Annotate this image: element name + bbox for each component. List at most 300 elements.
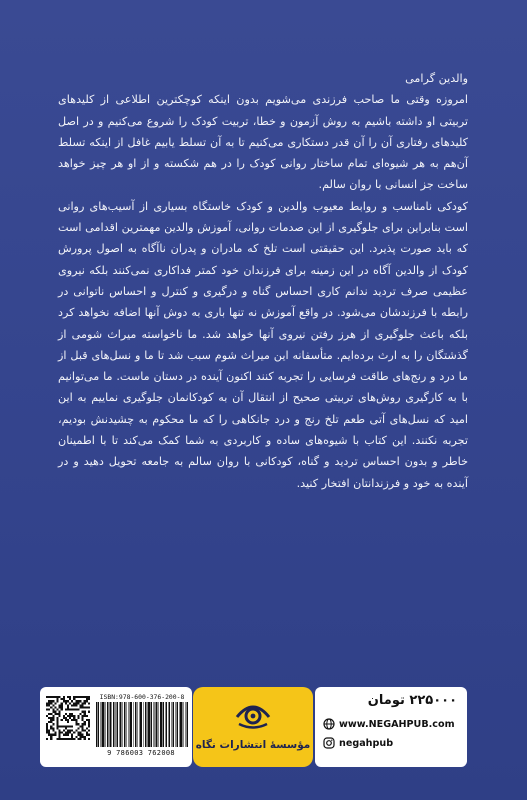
qr-module [84,730,86,732]
barcode-bar [115,702,116,747]
qr-module [65,727,67,729]
qr-module [63,738,65,740]
qr-module [71,709,73,711]
qr-module [59,734,61,736]
website-row [323,717,455,731]
qr-module [80,713,82,715]
qr-module [59,713,61,715]
barcode-bar [177,702,178,747]
qr-module [46,727,48,729]
qr-module [59,725,61,727]
qr-module [63,725,65,727]
qr-module [73,696,75,698]
qr-module [82,717,84,719]
qr-module [59,730,61,732]
publisher-name: مؤسسهٔ انتشارات نگاه [195,739,311,751]
qr-module [71,704,73,706]
qr-module [75,723,77,725]
qr-module [52,719,54,721]
qr-module [77,717,79,719]
qr-module [84,706,86,708]
qr-module [88,711,90,713]
qr-module [48,730,50,732]
qr-module [73,698,75,700]
qr-module [69,732,71,734]
qr-module [82,696,84,698]
qr-module [65,709,67,711]
qr-module [67,704,69,706]
publisher-logo-icon [231,695,275,733]
barcode-bar [185,702,186,747]
qr-module [46,702,48,704]
barcode-bar [158,702,159,747]
qr-module [82,706,84,708]
qr-module [80,696,82,698]
qr-module [50,721,52,723]
qr-module [50,696,52,698]
qr-module [67,715,69,717]
qr-code [46,696,90,740]
barcode-bar [116,702,117,747]
qr-module [50,700,52,702]
qr-module [61,738,63,740]
qr-module [65,734,67,736]
barcode-bar [143,702,144,747]
qr-module [50,713,52,715]
qr-module [48,700,50,702]
qr-module [61,725,63,727]
qr-module [46,723,48,725]
qr-module [69,738,71,740]
barcode-bar [187,702,188,747]
qr-module [82,711,84,713]
barcode-bar [119,702,120,747]
qr-module [56,696,58,698]
qr-module [75,702,77,704]
qr-module [69,725,71,727]
qr-module [82,704,84,706]
qr-module [73,738,75,740]
blurb-paragraph-1: امروزه وقتی ما صاحب فرزندی می‌شویم بدون اینکه کوچکترین اطلاعی از کلیدهای تربیتی او داشته باشیم به روش آزمون و خطا، تربیت کودک را شروع می‌کنیم و در اصل کلیدهای رفتاری آن را آن قدر دستکاری می‌کنیم تا به آن تسلط یابیم غافل از اینکه تسلط آن‌هم به هر شیوه‌ای تمام ساختار روانی کودک را در هم شکسته و از او هر چیز خواهد ساخت جز انسانی با روان سالم. [58,93,468,192]
qr-module [86,734,88,736]
barcode-bar [130,702,131,747]
qr-module [84,696,86,698]
instagram-icon [323,737,335,749]
qr-module [67,696,69,698]
qr-module [48,704,50,706]
qr-module [82,715,84,717]
qr-module [56,723,58,725]
qr-module [73,709,75,711]
qr-module [56,721,58,723]
qr-module [56,727,58,729]
qr-module [61,706,63,708]
qr-module [63,715,65,717]
qr-module [63,730,65,732]
barcode-bar [135,702,136,747]
qr-module [61,698,63,700]
qr-module [61,732,63,734]
qr-module [50,734,52,736]
barcode-bar [131,702,132,747]
qr-module [54,711,56,713]
qr-module [54,706,56,708]
barcode-bar [102,702,103,747]
qr-module [46,725,48,727]
qr-module [86,706,88,708]
qr-module [65,725,67,727]
barcode-bar [124,702,125,747]
barcode-card [40,687,192,767]
qr-module [54,732,56,734]
qr-module [48,717,50,719]
barcode-bar [166,702,167,747]
qr-module [65,732,67,734]
qr-module [73,732,75,734]
qr-module [63,717,65,719]
qr-module [52,700,54,702]
qr-module [82,702,84,704]
barcode-bar [171,702,172,747]
qr-module [67,725,69,727]
qr-module [46,709,48,711]
qr-module [67,738,69,740]
qr-module [48,732,50,734]
qr-module [75,704,77,706]
barcode-bar [109,702,110,747]
barcode-bar [125,702,126,747]
qr-module [61,702,63,704]
barcode-bar [136,702,137,747]
barcode-bar [147,702,148,747]
qr-module [73,702,75,704]
qr-module [88,721,90,723]
qr-module [48,734,50,736]
qr-module [86,700,88,702]
qr-module [82,723,84,725]
barcode-bar [113,702,114,747]
qr-module [63,698,65,700]
barcode-bar [180,702,181,747]
barcode-bar [117,702,118,747]
qr-module [65,717,67,719]
qr-module [88,738,90,740]
barcode-bar [105,702,106,747]
qr-module [59,715,61,717]
barcode-bar [176,702,177,747]
qr-module [69,698,71,700]
blurb-text [58,68,468,494]
qr-module [50,727,52,729]
qr-module [52,734,54,736]
qr-module [77,732,79,734]
qr-module [52,730,54,732]
qr-module [67,730,69,732]
qr-module [48,702,50,704]
barcode-bar [172,702,173,747]
qr-module [48,721,50,723]
qr-module [59,696,61,698]
qr-module [54,713,56,715]
instagram-handle[interactable]: negahpub [339,737,394,749]
qr-module [84,736,86,738]
qr-module [59,704,61,706]
qr-module [77,738,79,740]
qr-module [54,702,56,704]
qr-module [71,738,73,740]
qr-module [84,702,86,704]
barcode-bar [103,702,104,747]
barcode-bar [98,702,99,747]
qr-module [63,734,65,736]
barcode-bar [133,702,134,747]
blurb-greeting: والدین گرامی [405,72,468,85]
qr-module [71,715,73,717]
qr-module [88,706,90,708]
qr-module [84,713,86,715]
qr-module [88,734,90,736]
qr-module [75,736,77,738]
price-label: ۲۲۵۰۰۰ تومان [367,693,457,708]
qr-module [65,713,67,715]
qr-module [77,727,79,729]
barcode-bar [96,702,97,747]
barcode-bar [137,702,138,747]
qr-module [52,723,54,725]
qr-module [69,713,71,715]
qr-module [82,727,84,729]
barcode-bar [122,702,123,747]
qr-module [75,721,77,723]
qr-module [82,730,84,732]
barcode-bar [186,702,187,747]
qr-module [73,717,75,719]
qr-module [77,702,79,704]
qr-module [84,723,86,725]
qr-module [80,704,82,706]
qr-module [65,738,67,740]
qr-module [69,715,71,717]
qr-module [71,719,73,721]
qr-module [50,717,52,719]
qr-module [80,706,82,708]
qr-module [56,738,58,740]
qr-module [80,725,82,727]
qr-module [69,702,71,704]
barcode-bar [154,702,155,747]
barcode-bar [165,702,166,747]
barcode-bar [169,702,170,747]
qr-module [69,709,71,711]
instagram-row [323,736,393,750]
qr-module [77,734,79,736]
qr-module [86,715,88,717]
barcode-bar [179,702,180,747]
qr-module [86,727,88,729]
barcode-bar [151,702,152,747]
qr-module [88,719,90,721]
qr-module [61,709,63,711]
qr-module [84,721,86,723]
barcode-bar [111,702,112,747]
qr-module [59,732,61,734]
qr-module [65,700,67,702]
qr-module [75,730,77,732]
barcode-bar [173,702,174,747]
barcode-bar [110,702,111,747]
qr-module [54,696,56,698]
qr-module [86,732,88,734]
qr-module [86,696,88,698]
barcode-bar [126,702,127,747]
qr-module [59,736,61,738]
qr-module [59,711,61,713]
qr-module [50,706,52,708]
price-contact-card [315,687,467,767]
barcode-bar [120,702,121,747]
qr-module [61,704,63,706]
barcode-bar [151,702,152,747]
barcode-bar [107,702,108,747]
barcode-bar [98,702,99,747]
qr-module [48,709,50,711]
barcode-bar [183,702,184,747]
qr-module [65,719,67,721]
barcode-bar [128,702,129,747]
qr-module [59,738,61,740]
qr-module [88,702,90,704]
qr-module [67,706,69,708]
qr-module [56,719,58,721]
qr-module [50,719,52,721]
barcode-bar [140,702,141,747]
qr-module [48,696,50,698]
qr-module [84,715,86,717]
website-link[interactable]: www.NEGAHPUB.com [339,718,455,730]
qr-module [75,709,77,711]
qr-module [80,732,82,734]
qr-module [80,736,82,738]
qr-module [67,709,69,711]
qr-module [80,700,82,702]
qr-module [50,736,52,738]
barcode-bar [141,702,142,747]
qr-module [69,730,71,732]
qr-module [67,721,69,723]
qr-module [88,723,90,725]
barcode-bar [130,702,131,747]
qr-module [71,734,73,736]
qr-module [50,725,52,727]
qr-module [86,719,88,721]
qr-module [46,696,48,698]
qr-module [52,715,54,717]
qr-module [67,734,69,736]
qr-module [69,696,71,698]
qr-module [46,730,48,732]
blurb-paragraph-2: کودکی نامناسب و روابط معیوب والدین و کودک خاستگاه بسیاری از آسیب‌های روانی است بنابراین برای جلوگیری از این صدمات روانی، آموزش والدین مهمترین اقدامی است که باید صورت پذیرد. این حقیقتی است تلخ که مادران و پدران ناآگاه به اصول پرورش کودک از والدین آگاه در این زمینه برای فرزندان خود کمتر فداکاری نمی‌کنند بلکه نیروی عظیمی صرف تردید ندانم کاری احساس گناه و درگیری و کنترل و احساس ناتوانی در رابطه با فرزندشان می‌شود. در واقع آموزش نه تنها باری به دوش آنها اضافه نخواهد کرد بلکه باعث جلوگیری از هرز رفتن نیروی آنها خواهد شد. ما ناخواسته میراث شومی از گذشتگان را به ارث برده‌ایم. متأسفانه این میراث شوم سبب شد تا ما و نسل‌های قبل از ما درد و رنج‌های طاقت فرسایی را تجربه کنند اکنون آینده در دستان ماست. ما می‌توانیم با به کارگیری روش‌های تربیتی صحیح از انتقال آن به کودکانمان جلوگیری نماییم به این امید که نسل‌های آتی طعم تلخ رنج و درد جانکاهی را که ما محکوم به چشیدنش بودیم، تجربه نکنند. این کتاب با شیوه‌های ساده و کاربردی به شما کمک می‌کند تا با اطمینان خاطر و بدون احساس تردید و گناه، کودکانی با روان سالم به جامعه تحویل دهید و در آینده به خود و فرزندانتان افتخار کنید. [58,199,468,490]
qr-module [77,709,79,711]
qr-module [84,738,86,740]
qr-module [88,696,90,698]
qr-module [75,696,77,698]
barcode-bar [161,702,162,747]
qr-module [56,709,58,711]
qr-module [56,717,58,719]
qr-module [84,711,86,713]
qr-module [86,698,88,700]
qr-module [71,730,73,732]
qr-module [56,725,58,727]
globe-icon [323,718,335,730]
qr-module [71,736,73,738]
qr-module [67,732,69,734]
isbn-label: ISBN:978-600-376-200-8 [99,693,185,701]
qr-module [88,698,90,700]
qr-module [71,700,73,702]
qr-module [71,725,73,727]
qr-module [82,725,84,727]
qr-module [56,713,58,715]
qr-module [50,702,52,704]
barcode-bar [160,702,161,747]
qr-module [52,717,54,719]
qr-module [46,738,48,740]
barcode-bar [163,702,164,747]
qr-module [88,725,90,727]
qr-module [73,715,75,717]
qr-module [50,738,52,740]
barcode-bar [148,702,149,747]
qr-module [77,696,79,698]
qr-module [63,696,65,698]
qr-module [56,700,58,702]
qr-module [75,700,77,702]
qr-module [82,736,84,738]
barcode-bar [181,702,182,747]
isbn-barcode [96,702,188,747]
barcode-bar [101,702,102,747]
qr-module [52,727,54,729]
qr-module [73,704,75,706]
publisher-badge [193,687,313,767]
qr-module [84,700,86,702]
barcode-bar [156,702,157,747]
qr-module [52,704,54,706]
barcode-bar [161,702,162,747]
qr-module [82,734,84,736]
qr-module [52,696,54,698]
qr-module [77,715,79,717]
barcode-bar [169,702,170,747]
qr-module [71,713,73,715]
qr-module [46,732,48,734]
qr-module [65,702,67,704]
qr-module [56,698,58,700]
isbn-digits: 9 786003 762008 [107,749,175,757]
qr-module [67,719,69,721]
qr-module [54,734,56,736]
qr-module [73,719,75,721]
qr-module [77,723,79,725]
qr-module [77,700,79,702]
barcode-bar [145,702,146,747]
qr-module [52,709,54,711]
qr-module [82,719,84,721]
barcode-bar [155,702,156,747]
qr-module [80,738,82,740]
qr-module [59,706,61,708]
